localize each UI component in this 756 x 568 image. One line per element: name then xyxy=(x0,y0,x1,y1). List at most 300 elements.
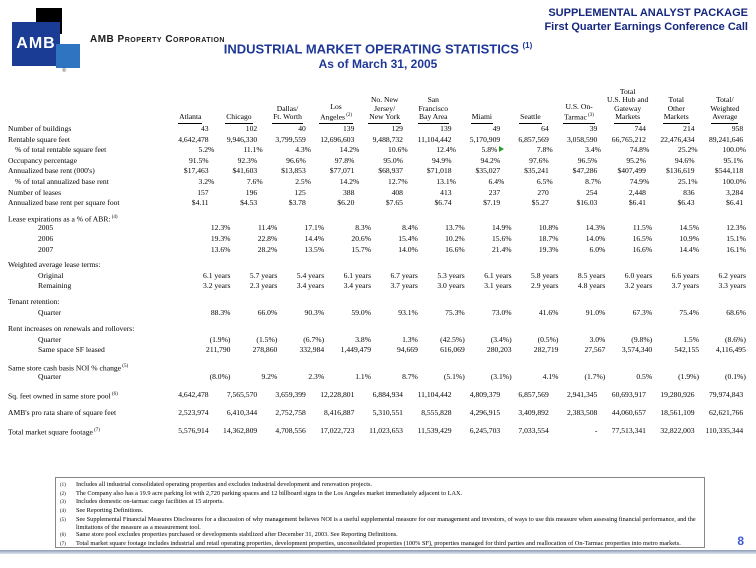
table-row xyxy=(8,408,752,419)
table-cell: 11,104,442 xyxy=(417,134,452,144)
table-cell: 97.6% xyxy=(529,155,549,165)
table-cell: $6.43 xyxy=(677,198,695,208)
footnote-text: See Supplemental Financial Measures Disclosures for a discussion of why management believes NOI is a useful supplemental measure for our management and investors, of ways to use this measure when assessing financial performance, and the limitations of the measure as a measurement tool. xyxy=(76,515,696,531)
table-cell: (9.8%) xyxy=(631,334,653,344)
table-cell: 4,642,478 xyxy=(178,134,209,144)
table-cell: 388 xyxy=(342,187,355,197)
row-label: 2007 xyxy=(38,244,54,254)
table-cell: 92.3% xyxy=(237,155,258,165)
table-row xyxy=(8,145,752,156)
table-cell: 6.5% xyxy=(536,176,553,186)
table-cell: 11,023,653 xyxy=(369,426,403,436)
table-cell: 6,857,569 xyxy=(518,134,549,144)
table-cell: 75.3% xyxy=(445,307,465,317)
table-body xyxy=(8,124,752,437)
table-cell: 4,296,915 xyxy=(469,407,501,417)
table-cell: $6.74 xyxy=(434,198,452,208)
table-cell: 6.1 years xyxy=(203,270,231,280)
column-header: Seattle xyxy=(506,113,555,124)
table-row xyxy=(8,213,752,224)
table-cell: 4.1% xyxy=(542,372,559,382)
table-cell: 237 xyxy=(488,187,501,197)
table-cell: 744 xyxy=(634,124,646,133)
table-cell: 8.5 years xyxy=(577,270,606,280)
table-cell: 13.7% xyxy=(445,223,465,233)
footnote xyxy=(60,481,698,490)
table-cell: 21.4% xyxy=(491,244,512,254)
table-cell: 3.7 years xyxy=(390,281,418,291)
table-row xyxy=(8,166,752,177)
table-cell: 3.4% xyxy=(585,145,601,155)
table-cell: 282,719 xyxy=(533,345,559,355)
table-cell: 5.4 years xyxy=(296,270,325,280)
table-cell: 16.6% xyxy=(445,244,465,254)
table-cell: 958 xyxy=(731,124,744,133)
table-cell: 25.2% xyxy=(678,145,698,155)
table-cell: 14.5% xyxy=(679,223,700,233)
table-cell: 94,669 xyxy=(397,345,418,355)
table-cell: 32,822,003 xyxy=(660,426,695,436)
column-header: No. New Jersey/ New York xyxy=(360,96,409,124)
footnote-ref: (2) xyxy=(344,112,353,118)
table-cell: 1.5% xyxy=(683,334,700,344)
column-header: Miami xyxy=(458,113,507,124)
row-label: Quarter xyxy=(38,334,62,344)
row-label: Occupancy percentage xyxy=(8,155,77,165)
table-cell: (1.9%) xyxy=(678,372,700,382)
row-label: Same space SF leased xyxy=(38,345,105,355)
table-cell: $136,619 xyxy=(666,166,695,176)
table-row xyxy=(8,177,752,188)
table-cell: 5,170,909 xyxy=(469,134,501,144)
table-cell: 10.9% xyxy=(679,233,700,243)
table-cell: 270 xyxy=(537,187,549,197)
table-cell: 94.9% xyxy=(431,155,452,165)
footnote-text: Includes all industrial consolidated operating properties and excludes industrial development and renovation projects. xyxy=(76,481,373,488)
row-label: % of total annualized base rent xyxy=(15,176,109,186)
table-row xyxy=(8,324,752,335)
row-label: Total market square footage $^{(7)}$ xyxy=(8,427,100,437)
table-cell: 1.3% xyxy=(402,334,418,344)
table-cell: 22,476,434 xyxy=(660,134,695,144)
table-cell: $35,241 xyxy=(524,166,549,176)
table-cell: 93.1% xyxy=(398,307,418,317)
table-cell: 836 xyxy=(683,187,695,197)
table-cell: 94.2% xyxy=(480,155,501,165)
table-cell: 12.3% xyxy=(210,223,231,233)
table-cell: 8.3% xyxy=(355,223,372,233)
table-cell: (3.4%) xyxy=(490,334,512,344)
table-cell: 74.8% xyxy=(629,145,650,155)
table-row xyxy=(8,198,752,209)
table-cell: 16.5% xyxy=(632,233,653,243)
table-cell: 5.3 years xyxy=(437,270,465,280)
table-cell: 139 xyxy=(342,124,355,133)
table-cell: 125 xyxy=(294,187,306,197)
comment-marker-icon xyxy=(499,146,504,152)
table-cell: 3.3 years xyxy=(718,281,746,291)
table-cell: 5.8 years xyxy=(531,270,559,280)
table-cell: $7.19 xyxy=(483,198,501,208)
table-cell: 7.8% xyxy=(536,145,553,155)
table-cell: 3,409,892 xyxy=(518,407,549,417)
table-cell: 13.6% xyxy=(210,244,231,254)
table-cell: 43 xyxy=(201,124,209,133)
table-cell: 3,284 xyxy=(726,187,744,197)
table-cell: $41,603 xyxy=(232,166,258,176)
row-label: Lease expirations as a % of ABR: $^{(4)}$ xyxy=(8,214,118,224)
table-cell: 2,752,758 xyxy=(275,407,306,417)
company-name: AMB Property Corporation xyxy=(90,34,225,45)
table-cell: 44,060,657 xyxy=(611,407,646,417)
table-cell: 278,860 xyxy=(252,345,278,355)
footnote xyxy=(60,490,698,499)
table-cell: (0.5%) xyxy=(537,334,559,344)
table-cell: 6,410,344 xyxy=(226,407,258,417)
footnote-text: Total market square footage includes industrial and retail operating properties, development properties, unconsolidated properties (100% SF), properties managed for third parties and reallocation of On-Tarmac properties into metro markets. xyxy=(76,539,681,547)
row-label: % of total rentable square feet xyxy=(15,145,107,155)
table-cell: 5.7 years xyxy=(249,270,278,280)
table-cell: 14.0% xyxy=(398,244,418,254)
table-cell: 2.5% xyxy=(295,176,312,186)
table-cell: $71,018 xyxy=(426,166,452,176)
table-cell: 3.0 years xyxy=(437,281,465,291)
table-cell: 100.0% xyxy=(722,176,746,186)
table-cell: 39 xyxy=(589,124,598,133)
table-cell: 90.3% xyxy=(304,307,325,317)
table-cell: (1.5%) xyxy=(256,334,278,344)
table-cell: 2,941,345 xyxy=(566,390,598,400)
table-cell: $47,286 xyxy=(572,166,598,176)
footnote-ref: (5) xyxy=(121,363,129,369)
table-cell: 91.0% xyxy=(585,307,606,317)
table-cell: 95.1% xyxy=(723,155,744,165)
table-cell: 49 xyxy=(492,124,501,133)
table-cell: 18,561,109 xyxy=(660,407,695,417)
footnote-number: (4) xyxy=(60,509,66,515)
table-cell: 5,576,914 xyxy=(178,426,209,436)
row-label: Number of leases xyxy=(8,187,62,197)
table-cell: 214 xyxy=(683,124,695,133)
table-cell: 18.7% xyxy=(538,233,559,243)
table-row xyxy=(8,372,752,383)
table-cell: 14.3% xyxy=(585,223,606,233)
table-cell: 13.1% xyxy=(436,176,456,186)
table-cell: 3.1 years xyxy=(484,281,512,291)
table-cell: 542,155 xyxy=(674,345,700,355)
table-cell: 6.2 years xyxy=(718,270,746,280)
row-label: Quarter xyxy=(38,372,62,382)
table-cell: $68,937 xyxy=(378,166,403,176)
column-header: San Francisco Bay Area xyxy=(409,96,458,124)
footnote xyxy=(60,507,698,516)
table-cell: - xyxy=(594,426,598,436)
statistics-table xyxy=(8,72,752,437)
table-cell: 4.3% xyxy=(295,145,312,155)
footnote-ref: (4) xyxy=(110,214,118,220)
table-cell: $6.20 xyxy=(337,198,355,208)
table-cell: 8.4% xyxy=(402,223,418,233)
table-cell: 6.0 years xyxy=(624,270,653,280)
table-cell: (1.9%) xyxy=(209,334,231,344)
table-cell: 16.1% xyxy=(726,244,746,254)
table-cell: $77,071 xyxy=(329,166,355,176)
footnotes-box xyxy=(55,477,705,548)
table-row xyxy=(8,362,752,373)
page-number: 8 xyxy=(737,534,744,548)
table-cell: 3.7 years xyxy=(671,281,700,291)
table-cell: 129 xyxy=(391,124,403,133)
table-cell: 96.6% xyxy=(286,155,306,165)
table-cell: $16.03 xyxy=(576,198,598,208)
table-cell: 11,104,442 xyxy=(417,390,452,400)
table-cell: 7,565,570 xyxy=(226,390,258,400)
table-cell: 0.5% xyxy=(636,372,653,382)
table-row xyxy=(8,188,752,199)
table-cell: 2.3% xyxy=(308,372,325,382)
row-label: Rentable square feet xyxy=(8,134,70,144)
table-row xyxy=(8,135,752,146)
table-cell: 77,513,341 xyxy=(611,426,646,436)
row-label: Weighted average lease terms: xyxy=(8,260,101,270)
table-row xyxy=(8,426,752,437)
table-cell: $7.65 xyxy=(385,198,403,208)
table-cell: 7.6% xyxy=(246,176,263,186)
table-cell: 139 xyxy=(440,124,452,133)
column-header: U.S. On- Tarmac $^{(3)}$ xyxy=(555,103,604,124)
footnote-text: Same store pool excludes properties purchased or developments stabilized after December 31, 2003. See Reporting Definitions. xyxy=(76,531,398,539)
table-cell: 11.4% xyxy=(257,223,278,233)
table-cell: 14,362,809 xyxy=(223,426,258,436)
table-cell: 12.3% xyxy=(726,223,746,233)
table-cell: $3.78 xyxy=(288,198,306,208)
footnote xyxy=(60,531,698,540)
table-cell: 73.0% xyxy=(491,307,512,317)
table-cell: 15.7% xyxy=(351,244,372,254)
footnote-number: (3) xyxy=(60,500,66,506)
table-cell: 5,310,551 xyxy=(372,407,403,417)
table-cell: 332,984 xyxy=(299,345,325,355)
table-cell: 4,708,556 xyxy=(275,426,306,436)
table-cell: 616,069 xyxy=(440,345,465,355)
table-cell: 15.6% xyxy=(491,233,512,243)
table-cell: 17.1% xyxy=(304,223,325,233)
row-label: 2006 xyxy=(38,233,54,243)
table-cell: $4.53 xyxy=(240,198,258,208)
table-cell: 6,884,934 xyxy=(372,390,403,400)
column-header: Atlanta xyxy=(166,113,215,124)
table-cell: 3,574,340 xyxy=(621,345,653,355)
package-subtitle: First Quarter Earnings Conference Call xyxy=(544,21,748,33)
table-cell: $17,463 xyxy=(183,166,209,176)
table-cell: 68.6% xyxy=(726,307,746,317)
table-cell: 3,058,590 xyxy=(566,134,598,144)
page-subtitle: As of March 31, 2005 xyxy=(318,57,438,71)
column-header-row xyxy=(8,72,752,124)
table-cell: 74.9% xyxy=(629,176,650,186)
table-cell: 11,539,429 xyxy=(417,426,452,436)
table-cell: 66,765,212 xyxy=(611,134,646,144)
row-label: Annualized base rent (000's) xyxy=(8,166,95,176)
table-cell: 2,523,974 xyxy=(178,407,209,417)
table-cell: 75.4% xyxy=(679,307,700,317)
table-cell: (0.1%) xyxy=(725,372,746,382)
logo-text: AMB xyxy=(16,35,56,52)
table-cell: 10.2% xyxy=(445,233,465,243)
table-cell: 27,567 xyxy=(584,345,606,355)
table-cell: $6.41 xyxy=(726,198,744,208)
table-cell: 12.4% xyxy=(436,145,456,155)
table-cell: 12.7% xyxy=(388,176,408,186)
table-row xyxy=(8,234,752,245)
table-cell: 2,448 xyxy=(628,187,646,197)
table-cell: 22.8% xyxy=(257,233,278,243)
table-cell: 14.2% xyxy=(339,176,360,186)
table-cell: 5.8% xyxy=(462,145,510,156)
table-cell: (6.7%) xyxy=(303,334,325,344)
table-cell: 12,228,801 xyxy=(320,390,355,400)
row-label: Rent increases on renewals and rollovers: xyxy=(8,324,135,334)
table-cell: 8.7% xyxy=(585,176,601,186)
table-cell: 13.5% xyxy=(304,244,325,254)
table-cell: 40 xyxy=(298,124,306,133)
table-cell: 8,416,887 xyxy=(324,407,355,417)
table-cell: 254 xyxy=(585,187,598,197)
table-cell: 16.6% xyxy=(632,244,653,254)
table-cell: $544,118 xyxy=(714,166,744,176)
footnote-number: (6) xyxy=(60,533,66,539)
table-cell: 9,488,732 xyxy=(372,134,403,144)
table-cell: 12,696,603 xyxy=(320,134,355,144)
table-cell: 41.6% xyxy=(538,307,559,317)
row-label: Number of buildings xyxy=(8,124,72,133)
table-cell: (42.5%) xyxy=(440,334,465,344)
table-cell: 3.2 years xyxy=(624,281,653,291)
table-cell: 211,790 xyxy=(206,345,231,355)
footnote-number: (7) xyxy=(60,541,66,547)
table-row xyxy=(8,271,752,282)
footnote-text: The Company also has a 19.9 acre parking lot with 2,720 parking spaces and 12 billboard signs in the Los Angeles market immediately adjacent to LAX. xyxy=(76,489,463,497)
table-cell: 94.6% xyxy=(674,155,695,165)
row-label: Original xyxy=(38,270,64,280)
table-cell: 8,555,828 xyxy=(421,407,452,417)
title-footnote-ref: (1) xyxy=(522,41,533,50)
column-header: Total Other Markets xyxy=(652,96,701,124)
table-cell: 28.2% xyxy=(257,244,278,254)
table-cell: 3.4 years xyxy=(296,281,325,291)
table-cell: 66.0% xyxy=(257,307,278,317)
table-cell: 3.2% xyxy=(198,176,215,186)
table-row xyxy=(8,260,752,271)
table-cell: 14.0% xyxy=(585,233,606,243)
column-header: Dallas/ Ft. Worth xyxy=(263,105,312,124)
table-cell: 79,974,843 xyxy=(708,390,744,400)
table-row xyxy=(8,335,752,346)
table-cell: 62,621,766 xyxy=(708,407,744,417)
table-cell: (5.1%) xyxy=(443,372,465,382)
table-cell: 9,946,330 xyxy=(226,134,258,144)
table-cell: 157 xyxy=(197,187,209,197)
table-cell: (8.0%) xyxy=(209,372,231,382)
table-cell: 20.6% xyxy=(351,233,372,243)
table-row xyxy=(8,297,752,308)
footnote-text: Includes domestic on-tarmac cargo facilities at 15 airports. xyxy=(76,498,224,506)
table-cell: 6.1 years xyxy=(343,270,372,280)
table-row xyxy=(8,308,752,319)
table-cell: 4,116,495 xyxy=(715,345,746,355)
footnote xyxy=(60,516,698,531)
package-header xyxy=(544,6,748,34)
table-cell: 2.3 years xyxy=(249,281,278,291)
row-label: Tenant retention: xyxy=(8,296,60,306)
table-cell: 19.3% xyxy=(538,244,559,254)
table-cell: 25.1% xyxy=(678,176,698,186)
table-row xyxy=(8,124,752,135)
table-cell: 3.4 years xyxy=(343,281,372,291)
table-cell: 6.1 years xyxy=(484,270,512,280)
table-cell: 3.8% xyxy=(355,334,372,344)
table-row xyxy=(8,281,752,292)
table-cell: 8.7% xyxy=(402,372,418,382)
table-cell: 6.4% xyxy=(488,176,505,186)
footnote-text: See Reporting Definitions. xyxy=(76,507,144,515)
footnote xyxy=(60,498,698,507)
table-cell: 3.0% xyxy=(589,334,606,344)
table-cell: 6,857,569 xyxy=(518,390,549,400)
table-cell: 3,799,559 xyxy=(275,134,306,144)
table-cell: 4.8 years xyxy=(577,281,606,291)
table-cell: 4,642,478 xyxy=(178,390,209,400)
footnote-number: (2) xyxy=(60,491,66,497)
table-row xyxy=(8,345,752,356)
table-row xyxy=(8,156,752,167)
table-cell: 3,659,399 xyxy=(275,390,306,400)
table-cell: 97.8% xyxy=(334,155,355,165)
footnote-ref: (6) xyxy=(110,392,118,398)
table-row xyxy=(8,245,752,256)
table-cell: $35,027 xyxy=(475,166,501,176)
table-cell: 14.2% xyxy=(339,145,360,155)
table-cell: 6.7 years xyxy=(390,270,418,280)
footnote-ref: (7) xyxy=(92,428,100,434)
column-header: Chicago xyxy=(215,113,264,124)
table-cell: 14.4% xyxy=(679,244,700,254)
table-row xyxy=(8,223,752,234)
bottom-divider xyxy=(0,550,756,554)
table-cell: 1.1% xyxy=(355,372,372,382)
table-row xyxy=(8,390,752,401)
table-cell: $4.11 xyxy=(191,198,209,208)
table-cell: 67.3% xyxy=(632,307,653,317)
table-cell: 110,335,344 xyxy=(705,426,744,436)
row-label: 2005 xyxy=(38,223,54,233)
table-cell: 95.0% xyxy=(383,155,403,165)
table-cell: $6.41 xyxy=(628,198,646,208)
table-cell: 9.2% xyxy=(261,372,278,382)
table-cell: 280,203 xyxy=(486,345,512,355)
table-cell: 11.1% xyxy=(243,145,263,155)
table-cell: 59.0% xyxy=(351,307,372,317)
table-cell: (3.1%) xyxy=(490,372,512,382)
page-title: INDUSTRIAL MARKET OPERATING STATISTICS $^{(1)}$ xyxy=(223,41,533,57)
table-cell: 88.3% xyxy=(210,307,231,317)
table-cell: 1,449,479 xyxy=(340,345,372,355)
row-label: AMB's pro rata share of square feet xyxy=(8,407,117,417)
table-cell: 102 xyxy=(245,124,258,133)
footnote-number: (1) xyxy=(60,483,66,488)
table-cell: (1.7%) xyxy=(584,372,606,382)
footnote xyxy=(60,540,698,549)
